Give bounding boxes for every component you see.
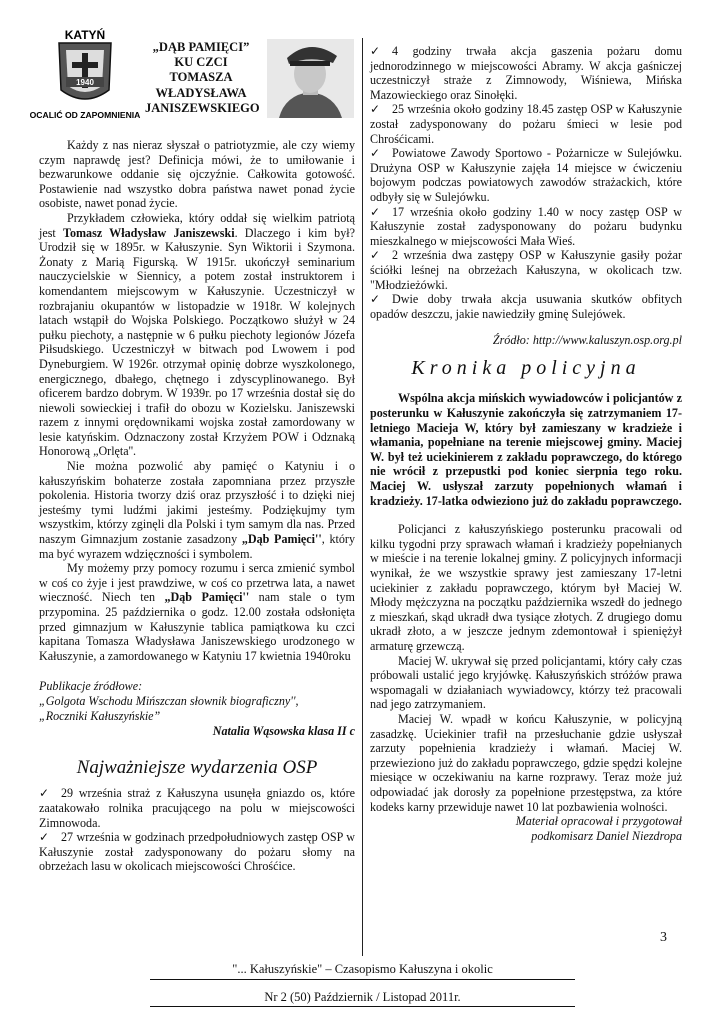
paragraph: My możemy przy pomocy rozumu i serca zmienić symbol w coś co żyje i jest prawdziwe, w coś co przetrwa lata, a nawet wieczność. Niech ten „Dąb Pamięci'' nam stale o tym przypomina. 25 października o godz. 12.00 została odsłonięta przed gimnazjum w Kałuszynie tablica pamiątkowa ku czci kapitana Tomasza Władysława Janiszewskiego urodzonego w Kałuszynie, a zamordowanego w Katyniu 17 kwietnia 1940roku <box>39 561 355 663</box>
list-item: ✓ 2 września dwa zastępy OSP w Kałuszynie gasiły pożar ściółki leśnej na obrzeżach Kałuszyna, w okolicach tzw. "Młodzieżówki. <box>370 248 682 292</box>
paragraph: Maciej W. wpadł w końcu Kałuszynie, w policyjną zasadzkę. Uciekinier trafił na przesłuchanie gdzie usłyszał zarzuty popełnienia kradzieży i włamań. Maciej W. przewieziono już do zakładu poprawczego, gdzie spędzi kolejne miesiące w oczekiwaniu na karne rozprawy. Teraz może już odpowiadać jak dorosły za popełnione przestępstwa, za które kodeks karny przewiduje nawet 10 lat pozbawienia wolności. <box>370 711 682 814</box>
checkmark-icon: ✓ <box>370 44 381 58</box>
footer-rule <box>150 979 575 980</box>
svg-text:1940: 1940 <box>76 78 94 87</box>
checkmark-icon: ✓ <box>370 248 381 263</box>
list-item: ✓ 17 września około godziny 1.40 w nocy zastęp OSP w Kałuszynie został zadysponowany do pożaru budynku mieszkalnego w miejscowości Mała Wieś. <box>370 204 682 248</box>
left-column <box>29 0 355 874</box>
right-column <box>370 0 682 843</box>
list-item: ✓ 25 września około godziny 18.45 zastęp OSP w Kałuszynie został zadysponowany do pożaru śmieci w lesie pod Chrośćicami. <box>370 102 682 146</box>
osp-source: Źródło: http://www.kaluszyn.osp.org.pl <box>492 333 682 348</box>
checkmark-icon: ✓ <box>370 204 381 219</box>
checkmark-icon: ✓ <box>39 830 50 845</box>
svg-text:OCALIĆ OD ZAPOMNIENIA: OCALIĆ OD ZAPOMNIENIA <box>29 110 141 120</box>
paragraph: Przykładem człowieka, który oddał się wielkim patriotą jest Tomasz Władysław Janiszewski. Dlaczego i kim był? Urodził się w 1895r. w Kałuszynie. Syn Wiktorii i Szymona. Żonaty z Marią Figurską. W 1915r. ukończył seminarium nauczycielskie w Siennicy, a potem został instruktorem i komendantem miejscowym w Kałuszynie. Uczestniczył w rozbrajaniu okupantów w listopadzie w 1918r. W kolejnych latach wstąpił do Wojska Polskiego. Początkowo służył w 24 pułku piechoty, a następnie w 6 pułku piechoty legionów Józefa Piłsudskiego. Uczestniczył w bitwach pod Lwowem i pod Dyneburgiem. W 1926r. otrzymał opinię dobrze wyszkolonego, energicznego, dbałego, chętnego i zdyscyplinowanego. Był oficerem bardzo dobrym. W 1939r. po 17 września dostał się do niewoli sowieckiej i trafił do obozu w Kozielsku. Janiszewski razem z innymi orędownikami wojska został zamordowany w lesie katyńskim. Odznaczony został Krzyżem POW i Odznaką Honorową „Orlęta''. <box>39 210 355 459</box>
column-divider <box>362 38 363 956</box>
article-title: „DĄB PAMIĘCI” KU CZCI TOMASZA WŁADYSŁAWA JANISZEWSKIEGO <box>145 40 260 115</box>
footer-rule <box>150 1006 575 1007</box>
checkmark-icon: ✓ <box>370 146 381 161</box>
osp-heading: Najważniejsze wydarzenia OSP <box>76 756 318 778</box>
lead-paragraph: Wspólna akcja mińskich wywiadowców i policjantów z posterunku w Kałuszynie zakończyła się zatrzymaniem 17-letniego Macieja W, który był zamieszany w kradzieże i włamania, popełniane na terenie miejscowej gminy. Maciej W. był też uciekinierem z zakładu poprawczego, do którego nie wrócił z przepustki pod koniec sierpnia tego roku. Maciej W. usłyszał zarzuty popełnionych włamań i kradzieży. 17-latka odwieziono już do zakładu poprawczego. <box>370 391 682 508</box>
paragraph: Nie można pozwolić aby pamięć o Katyniu i o kałuszyńskim bohaterze została zapomniana przez przyszłe pokolenia. Historia tworzy dziś oraz przyszłość i to dzięki niej jesteśmy tymi ludźmi jakimi jesteśmy. Podziękujmy tym wszystkim, którzy zginęli dla Polski i tym samym dla nas. Przed naszym Gimnazjum zostanie zasadzony „Dąb Pamięci'', który ma być wyrazem wdzięczności i symbolem. <box>39 459 355 561</box>
page-number: 3 <box>660 930 667 945</box>
list-item: ✓ Dwie doby trwała akcja usuwania skutków obfitych opadów deszczu, jakie nawiedziły gminę Sulejówek. <box>370 292 682 321</box>
checkmark-icon: ✓ <box>39 786 50 801</box>
checkmark-icon: ✓ <box>370 292 381 307</box>
list-item: ✓ 27 września w godzinach przedpołudniowych zastęp OSP w Kałuszynie został zadysponowany do pożaru słomy na obrzeżach lasu w okolicach miejscowości Chrośćice. <box>39 830 355 874</box>
hero-name: Tomasz Władysław Janiszewski <box>62 225 235 240</box>
kronika-heading: Kronika policyjna <box>411 356 641 379</box>
checkmark-icon: ✓ <box>370 102 381 117</box>
paragraph: Każdy z nas nieraz słyszał o patriotyzmie, ale czy wiemy czym naprawdę jest? Definicja mówi, że to umiłowanie i bezwarunkowe oddanie się ojczyźnie. Całkowita gotowość. Postawienie nad wszystko dobra państwa nawet ponad życie osobiste, nawet ponad życie. <box>39 138 355 211</box>
list-item: ✓ Powiatowe Zawody Sportowo - Pożarnicze w Sulejówku. Drużyna OSP w Kałuszynie zajęła 14 miejsce w ćwiczeniu bojowym podczas powiatowych zawodów strażackich, które odbyły się w Sulejówku. <box>370 146 682 204</box>
footer-issue: Nr 2 (50) Październik / Listopad 2011r. <box>264 990 461 1004</box>
portrait-photo <box>267 39 354 118</box>
sources-list: Publikacje źródłowe: „Golgota Wschodu Mińszczan słownik biograficzny'', „Roczniki Kałuszyńskie” <box>39 679 299 723</box>
paragraph: Maciej W. ukrywał się przed policjantami, który cały czas próbowali ustalić jego kryjówkę. Kałuszyńskich stróżów prawa wspomagali w działaniach wywiadowcy, którzy też pracowali nad jego zatrzymaniem. <box>370 653 682 712</box>
svg-text:KATYŃ: KATYŃ <box>64 28 106 42</box>
kronika-credit: Materiał opracował i przygotował podkomisarz Daniel Niezdropa <box>515 814 682 843</box>
right-top-spacer <box>370 0 682 44</box>
katyn-logo <box>29 28 141 123</box>
article-header <box>29 0 355 138</box>
list-item: ✓ 4 godziny trwała akcja gaszenia pożaru domu jednorodzinnego w miejscowości Abramy. W akcja gaśniczej uczestniczył straże z Zimnowody, Wiśniewa, Mińska Mazowieckiego oraz Sinołęki. <box>370 44 682 102</box>
list-item: ✓ 29 września straż z Kałuszyna usunęła gniazdo os, które zaatakowało rolnika pracującego na polu w miejscowości Zimnowoda. <box>39 786 355 830</box>
article-author: Natalia Wąsowska klasa II c <box>212 724 355 739</box>
footer-title: "... Kałuszyńskie" – Czasopismo Kałuszyna i okolic <box>232 962 493 976</box>
paragraph: Policjanci z kałuszyńskiego posterunku pracowali od kilku tygodni przy sprawach włamań i kradzieży popełnianych w mieście i na terenie lokalnej gminy. Z policyjnych informacji wynikał, że we wszystkie sprawy jest zamieszany 17-letni uciekinier z zakładu poprawczego, którym był Maciej W. Młody mężczyzna na początku października wszedł do jednego z mieszkań, skąd ukradł dwa tysiące złotych. Z drugiego domu ukradł złoto, a w jeszcze jednym zdemontował i spieniężył armaturę grzewczą. <box>370 522 682 653</box>
